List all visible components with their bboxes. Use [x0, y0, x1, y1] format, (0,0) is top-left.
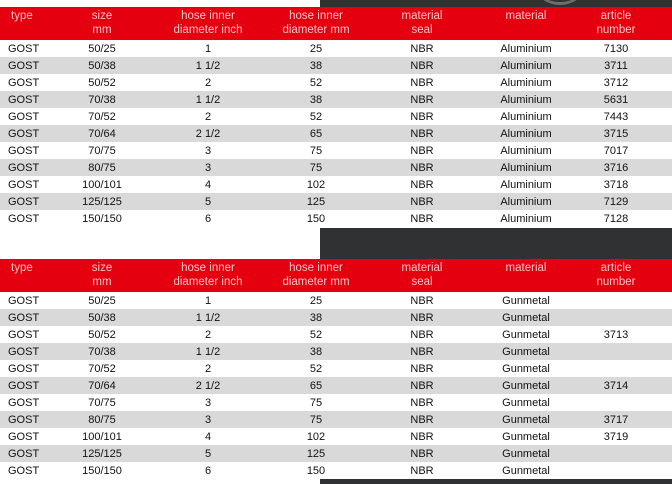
table-body: [0, 292, 672, 479]
table-row: [0, 74, 672, 91]
cell-size: 50/38: [68, 309, 136, 326]
header-label: seal: [411, 276, 433, 288]
cell-material-seal: NBR: [352, 326, 492, 343]
cell-material: Aluminium: [492, 91, 560, 108]
cell-material-seal: NBR: [352, 125, 492, 142]
cell-material-seal: NBR: [352, 176, 492, 193]
table-body: [0, 40, 672, 227]
header-label: size: [91, 10, 113, 22]
cell-size: 150/150: [68, 462, 136, 479]
cell-article-number: 3715: [560, 125, 672, 142]
cell-material: Gunmetal: [492, 343, 560, 360]
cell-type: GOST: [0, 159, 68, 176]
cell-hose-inner-diameter-mm: 75: [280, 159, 352, 176]
table-header: [0, 7, 672, 40]
table-row: [0, 360, 672, 377]
cell-type: GOST: [0, 176, 68, 193]
cell-hose-inner-diameter-inch: 1 1/2: [136, 309, 280, 326]
cell-material-seal: NBR: [352, 360, 492, 377]
cell-hose-inner-diameter-inch: 1 1/2: [136, 91, 280, 108]
cell-size: 70/38: [68, 343, 136, 360]
cell-size: 70/52: [68, 108, 136, 125]
table-row: [0, 91, 672, 108]
cell-hose-inner-diameter-mm: 75: [280, 394, 352, 411]
cell-hose-inner-diameter-mm: 125: [280, 193, 352, 210]
table-row: [0, 462, 672, 479]
header-label: material: [505, 10, 547, 22]
cell-article-number: 5631: [560, 91, 672, 108]
cell-material-seal: NBR: [352, 462, 492, 479]
cell-type: GOST: [0, 292, 68, 309]
cell-type: GOST: [0, 394, 68, 411]
cell-hose-inner-diameter-mm: 25: [280, 40, 352, 57]
cell-article-number: 3717: [560, 411, 672, 428]
header-label: [494, 275, 558, 289]
cell-hose-inner-diameter-inch: 3: [136, 159, 280, 176]
cell-material-seal: NBR: [352, 159, 492, 176]
cell-material-seal: NBR: [352, 74, 492, 91]
cell-article-number: [560, 394, 672, 411]
cell-article-number: 3718: [560, 176, 672, 193]
cell-size: 50/52: [68, 326, 136, 343]
cell-article-number: [560, 292, 672, 309]
cell-material-seal: NBR: [352, 91, 492, 108]
table-row: [0, 57, 672, 74]
cell-size: 125/125: [68, 193, 136, 210]
cell-material-seal: NBR: [352, 343, 492, 360]
cell-hose-inner-diameter-inch: 6: [136, 210, 280, 227]
cell-material-seal: NBR: [352, 309, 492, 326]
cell-hose-inner-diameter-mm: 25: [280, 292, 352, 309]
cell-hose-inner-diameter-mm: 52: [280, 326, 352, 343]
cell-type: GOST: [0, 428, 68, 445]
header-label: seal: [411, 24, 433, 36]
cell-hose-inner-diameter-inch: 2: [136, 74, 280, 91]
cell-size: 70/64: [68, 377, 136, 394]
cell-size: 125/125: [68, 445, 136, 462]
cell-material: Aluminium: [492, 142, 560, 159]
cell-article-number: [560, 360, 672, 377]
cell-hose-inner-diameter-mm: 38: [280, 309, 352, 326]
header-label: number: [596, 24, 636, 36]
dark-background-panel: [320, 228, 672, 260]
header-label: diameter inch: [173, 276, 243, 288]
cell-article-number: 7443: [560, 108, 672, 125]
cell-material: Gunmetal: [492, 462, 560, 479]
cell-material-seal: NBR: [352, 40, 492, 57]
cell-type: GOST: [0, 193, 68, 210]
cell-article-number: 7128: [560, 210, 672, 227]
header-label: diameter mm: [282, 24, 350, 36]
cell-type: GOST: [0, 360, 68, 377]
cell-hose-inner-diameter-inch: 3: [136, 142, 280, 159]
cell-hose-inner-diameter-inch: 4: [136, 176, 280, 193]
table-row: [0, 40, 672, 57]
cell-hose-inner-diameter-inch: 5: [136, 445, 280, 462]
table-row: [0, 125, 672, 142]
table-row: [0, 394, 672, 411]
cell-material-seal: NBR: [352, 292, 492, 309]
header-label: hose inner: [181, 10, 235, 22]
cell-article-number: 3716: [560, 159, 672, 176]
cell-hose-inner-diameter-inch: 1: [136, 292, 280, 309]
cell-type: GOST: [0, 411, 68, 428]
cell-article-number: [560, 343, 672, 360]
table-row: [0, 176, 672, 193]
cell-article-number: 3713: [560, 326, 672, 343]
header-row: [0, 259, 672, 292]
cell-size: 50/52: [68, 74, 136, 91]
cell-type: GOST: [0, 74, 68, 91]
header-label: mm: [92, 24, 112, 36]
cell-hose-inner-diameter-mm: 75: [280, 411, 352, 428]
cell-hose-inner-diameter-inch: 2 1/2: [136, 125, 280, 142]
cell-type: GOST: [0, 91, 68, 108]
cell-material: Gunmetal: [492, 360, 560, 377]
cell-material: Aluminium: [492, 57, 560, 74]
header-label: type: [11, 262, 33, 274]
column-header-type: [0, 259, 68, 292]
table-row: [0, 142, 672, 159]
cell-material: Aluminium: [492, 193, 560, 210]
cell-article-number: 3719: [560, 428, 672, 445]
column-header-article-number: [560, 259, 672, 292]
table-row: [0, 326, 672, 343]
cell-material: Aluminium: [492, 159, 560, 176]
cell-size: 50/25: [68, 40, 136, 57]
cell-material-seal: NBR: [352, 142, 492, 159]
cell-material: Aluminium: [492, 40, 560, 57]
cell-hose-inner-diameter-inch: 2 1/2: [136, 377, 280, 394]
cell-type: GOST: [0, 108, 68, 125]
cell-type: GOST: [0, 343, 68, 360]
cell-type: GOST: [0, 125, 68, 142]
cell-type: GOST: [0, 210, 68, 227]
cell-hose-inner-diameter-mm: 102: [280, 428, 352, 445]
header-label: material: [505, 262, 547, 274]
cell-article-number: 7130: [560, 40, 672, 57]
cell-type: GOST: [0, 326, 68, 343]
cell-hose-inner-diameter-mm: 102: [280, 176, 352, 193]
table-row: [0, 159, 672, 176]
cell-article-number: [560, 462, 672, 479]
cell-hose-inner-diameter-mm: 65: [280, 377, 352, 394]
column-header-hose-inner-diameter-inch: [136, 7, 280, 40]
cell-type: GOST: [0, 377, 68, 394]
table-row: [0, 428, 672, 445]
table-row: [0, 343, 672, 360]
cell-hose-inner-diameter-mm: 150: [280, 462, 352, 479]
cell-hose-inner-diameter-mm: 38: [280, 343, 352, 360]
column-header-hose-inner-diameter-mm: [280, 259, 352, 292]
cell-material-seal: NBR: [352, 193, 492, 210]
cell-material-seal: NBR: [352, 57, 492, 74]
cell-size: 50/25: [68, 292, 136, 309]
cell-material: Aluminium: [492, 210, 560, 227]
table-row: [0, 210, 672, 227]
cell-material-seal: NBR: [352, 411, 492, 428]
cell-material: Aluminium: [492, 176, 560, 193]
table-header: [0, 259, 672, 292]
cell-article-number: [560, 309, 672, 326]
cell-material: Aluminium: [492, 108, 560, 125]
cell-size: 70/52: [68, 360, 136, 377]
header-label: article: [600, 10, 632, 22]
cell-article-number: 3714: [560, 377, 672, 394]
cell-article-number: 3711: [560, 57, 672, 74]
cell-hose-inner-diameter-inch: 1: [136, 40, 280, 57]
header-label: article: [600, 262, 632, 274]
cell-material: Gunmetal: [492, 428, 560, 445]
cell-hose-inner-diameter-mm: 52: [280, 360, 352, 377]
header-label: material: [401, 262, 443, 274]
cell-hose-inner-diameter-mm: 38: [280, 57, 352, 74]
cell-material-seal: NBR: [352, 445, 492, 462]
cell-type: GOST: [0, 462, 68, 479]
cell-size: 100/101: [68, 176, 136, 193]
cell-material: Gunmetal: [492, 309, 560, 326]
header-label: size: [91, 262, 113, 274]
cell-article-number: 3712: [560, 74, 672, 91]
header-label: diameter inch: [173, 24, 243, 36]
header-label: hose inner: [289, 10, 343, 22]
table-row: [0, 377, 672, 394]
table-row: [0, 309, 672, 326]
cell-size: 50/38: [68, 57, 136, 74]
gunmetal-couplings-table: [0, 259, 672, 479]
header-label: [11, 23, 66, 37]
table-row: [0, 445, 672, 462]
cell-hose-inner-diameter-mm: 150: [280, 210, 352, 227]
cell-hose-inner-diameter-mm: 38: [280, 91, 352, 108]
header-label: [494, 23, 558, 37]
table-row: [0, 193, 672, 210]
cell-hose-inner-diameter-inch: 6: [136, 462, 280, 479]
cell-hose-inner-diameter-inch: 2: [136, 108, 280, 125]
cell-material-seal: NBR: [352, 108, 492, 125]
cell-article-number: 7129: [560, 193, 672, 210]
cell-type: GOST: [0, 57, 68, 74]
cell-material: Gunmetal: [492, 377, 560, 394]
cell-size: 100/101: [68, 428, 136, 445]
cell-material: Gunmetal: [492, 411, 560, 428]
cell-type: GOST: [0, 40, 68, 57]
cell-hose-inner-diameter-mm: 52: [280, 108, 352, 125]
cell-hose-inner-diameter-mm: 125: [280, 445, 352, 462]
column-header-material-seal: [352, 259, 492, 292]
table-row: [0, 292, 672, 309]
cell-type: GOST: [0, 309, 68, 326]
cell-material-seal: NBR: [352, 394, 492, 411]
column-header-size: [68, 7, 136, 40]
cell-article-number: 7017: [560, 142, 672, 159]
header-label: material: [401, 10, 443, 22]
cell-size: 80/75: [68, 411, 136, 428]
cell-size: 70/38: [68, 91, 136, 108]
header-label: diameter mm: [282, 276, 350, 288]
cell-material-seal: NBR: [352, 428, 492, 445]
cell-material: Aluminium: [492, 74, 560, 91]
cell-material: Gunmetal: [492, 326, 560, 343]
aluminium-couplings-table: [0, 7, 672, 227]
column-header-material-seal: [352, 7, 492, 40]
cell-size: 70/75: [68, 142, 136, 159]
header-label: number: [596, 276, 636, 288]
column-header-material: [492, 7, 560, 40]
header-label: hose inner: [181, 262, 235, 274]
header-label: hose inner: [289, 262, 343, 274]
column-header-size: [68, 259, 136, 292]
column-header-type: [0, 7, 68, 40]
cell-hose-inner-diameter-inch: 2: [136, 360, 280, 377]
cell-hose-inner-diameter-mm: 65: [280, 125, 352, 142]
header-label: type: [11, 10, 33, 22]
cell-hose-inner-diameter-inch: 3: [136, 411, 280, 428]
cell-type: GOST: [0, 142, 68, 159]
column-header-hose-inner-diameter-mm: [280, 7, 352, 40]
cell-hose-inner-diameter-inch: 1 1/2: [136, 343, 280, 360]
cell-hose-inner-diameter-inch: 3: [136, 394, 280, 411]
cell-article-number: [560, 445, 672, 462]
column-header-hose-inner-diameter-inch: [136, 259, 280, 292]
cell-material-seal: NBR: [352, 210, 492, 227]
header-label: [11, 275, 66, 289]
table-row: [0, 411, 672, 428]
cell-size: 70/64: [68, 125, 136, 142]
cell-hose-inner-diameter-mm: 52: [280, 74, 352, 91]
header-row: [0, 7, 672, 40]
cell-hose-inner-diameter-inch: 1 1/2: [136, 57, 280, 74]
cell-size: 150/150: [68, 210, 136, 227]
cell-size: 80/75: [68, 159, 136, 176]
cell-type: GOST: [0, 445, 68, 462]
cell-size: 70/75: [68, 394, 136, 411]
header-label: mm: [92, 276, 112, 288]
cell-material: Gunmetal: [492, 394, 560, 411]
cell-material: Gunmetal: [492, 445, 560, 462]
column-header-article-number: [560, 7, 672, 40]
cell-hose-inner-diameter-inch: 5: [136, 193, 280, 210]
cell-hose-inner-diameter-inch: 2: [136, 326, 280, 343]
table-row: [0, 108, 672, 125]
column-header-material: [492, 259, 560, 292]
cell-material: Gunmetal: [492, 292, 560, 309]
cell-hose-inner-diameter-inch: 4: [136, 428, 280, 445]
cell-hose-inner-diameter-mm: 75: [280, 142, 352, 159]
cell-material: Aluminium: [492, 125, 560, 142]
cell-material-seal: NBR: [352, 377, 492, 394]
